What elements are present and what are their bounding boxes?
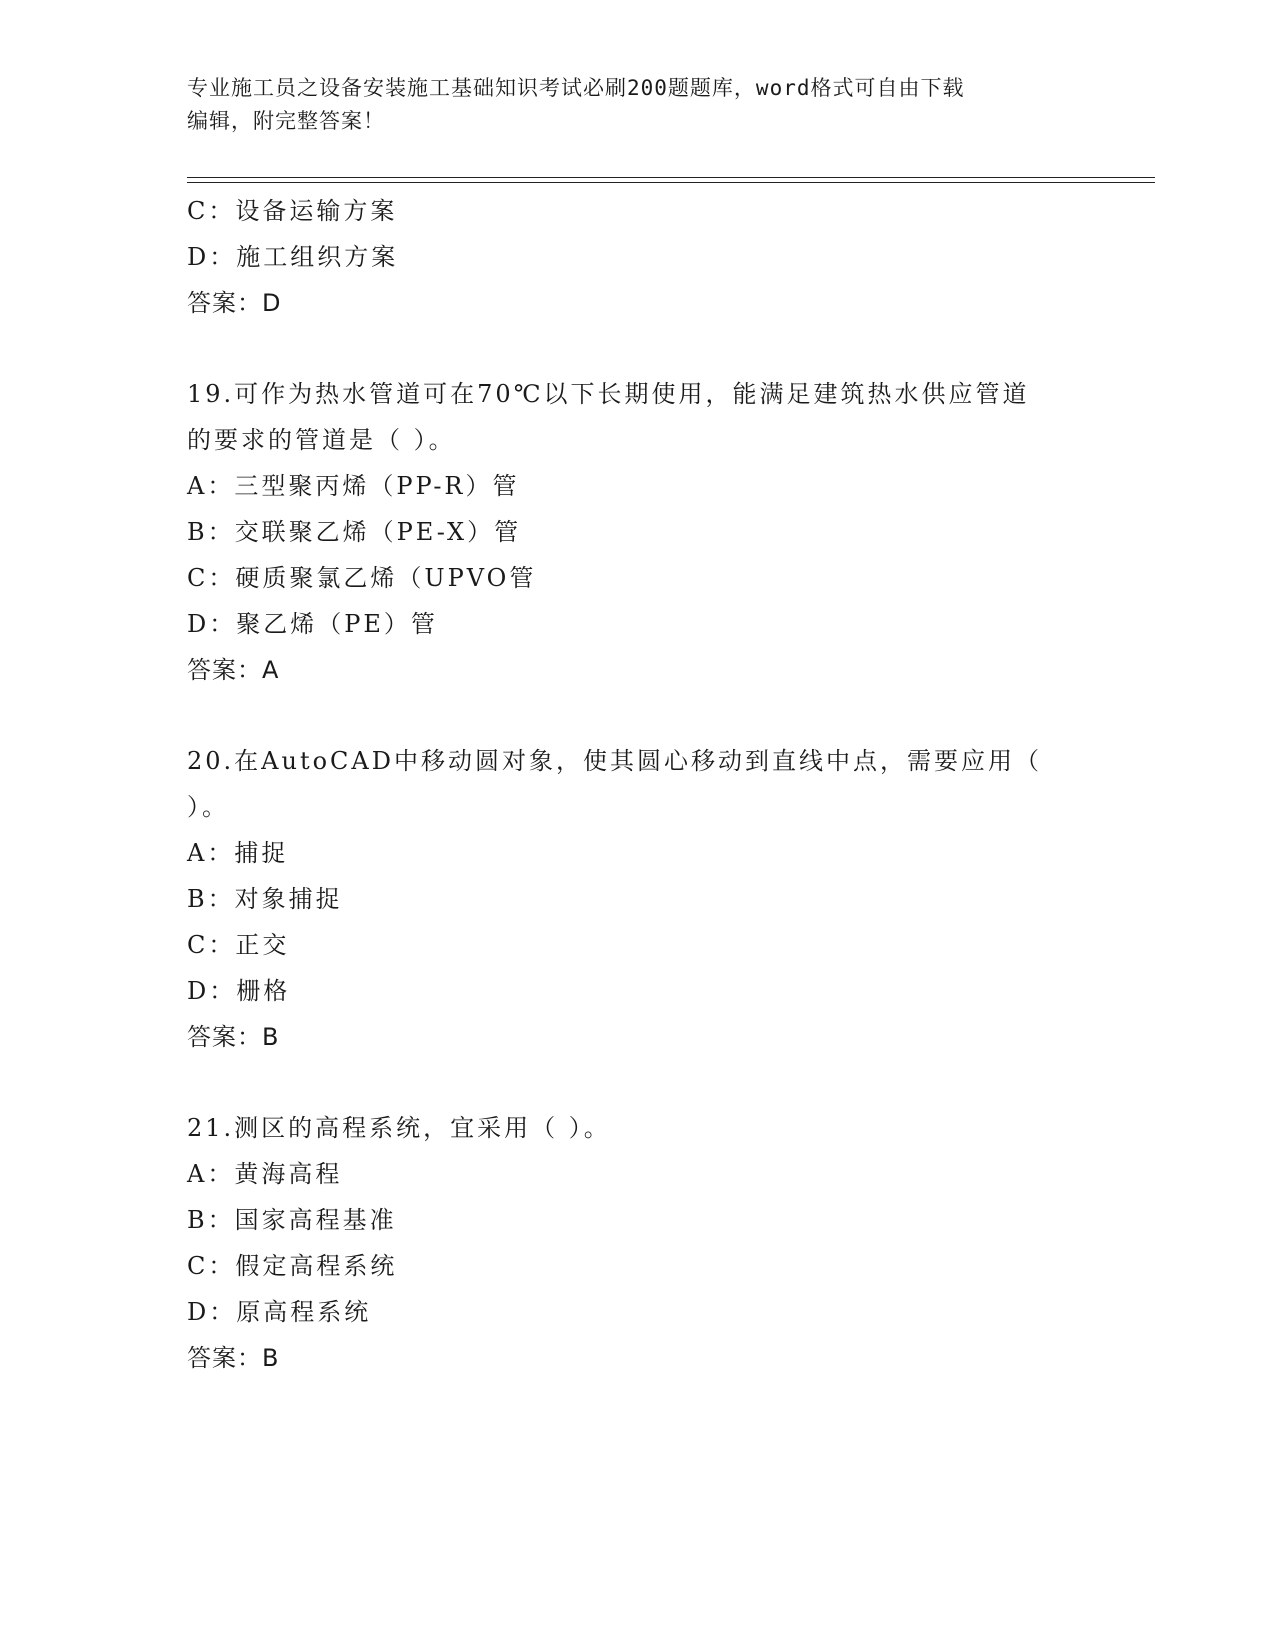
question-19 [187, 371, 1087, 693]
spacer [187, 326, 1087, 371]
option-b: B：国家高程基准 [187, 1206, 397, 1234]
option-a: A：黄海高程 [187, 1160, 343, 1188]
question-stem: 的要求的管道是（ ）。 [187, 426, 456, 454]
spacer [187, 693, 1087, 738]
question-stem: 21.测区的高程系统，宜采用（ ）。 [187, 1114, 611, 1142]
option-c: C：正交 [187, 931, 290, 959]
question-stem: 19.可作为热水管道可在70℃以下长期使用，能满足建筑热水供应管道 [187, 380, 1030, 408]
question-20 [187, 738, 1087, 1060]
document-body [187, 188, 1087, 1381]
header-title-line-1: 专业施工员之设备安装施工基础知识考试必刷200题题库，word格式可自由下载 [187, 76, 965, 100]
option-d: D：栅格 [187, 977, 291, 1005]
option-d: D：聚乙烯（PE）管 [187, 610, 438, 638]
question-stem: 20.在AutoCAD中移动圆对象，使其圆心移动到直线中点，需要应用（ [187, 747, 1042, 775]
answer-line: 答案：B [187, 1023, 280, 1051]
option-b: B：交联聚乙烯（PE-X）管 [187, 518, 522, 546]
answer-line: 答案：A [187, 656, 280, 684]
question-21 [187, 1105, 1087, 1381]
answer-line: 答案：D [187, 289, 282, 317]
header-title-line-2: 编辑，附完整答案！ [187, 109, 385, 133]
option-d: D：原高程系统 [187, 1298, 372, 1326]
question-18-continuation [187, 188, 1087, 326]
spacer [187, 1060, 1087, 1105]
option-a: A：捕捉 [187, 839, 289, 867]
header-divider-bottom [187, 182, 1155, 183]
option-a: A：三型聚丙烯（PP-R）管 [187, 472, 520, 500]
option-c: C：假定高程系统 [187, 1252, 398, 1280]
option-c: C：硬质聚氯乙烯（UPVO管 [187, 564, 537, 592]
answer-line: 答案：B [187, 1344, 280, 1372]
header-divider-top [187, 177, 1155, 178]
option-b: B：对象捕捉 [187, 885, 343, 913]
page-header [187, 72, 1067, 138]
option-c: C：设备运输方案 [187, 197, 398, 225]
question-stem: ）。 [187, 793, 229, 821]
option-d: D：施工组织方案 [187, 243, 399, 271]
